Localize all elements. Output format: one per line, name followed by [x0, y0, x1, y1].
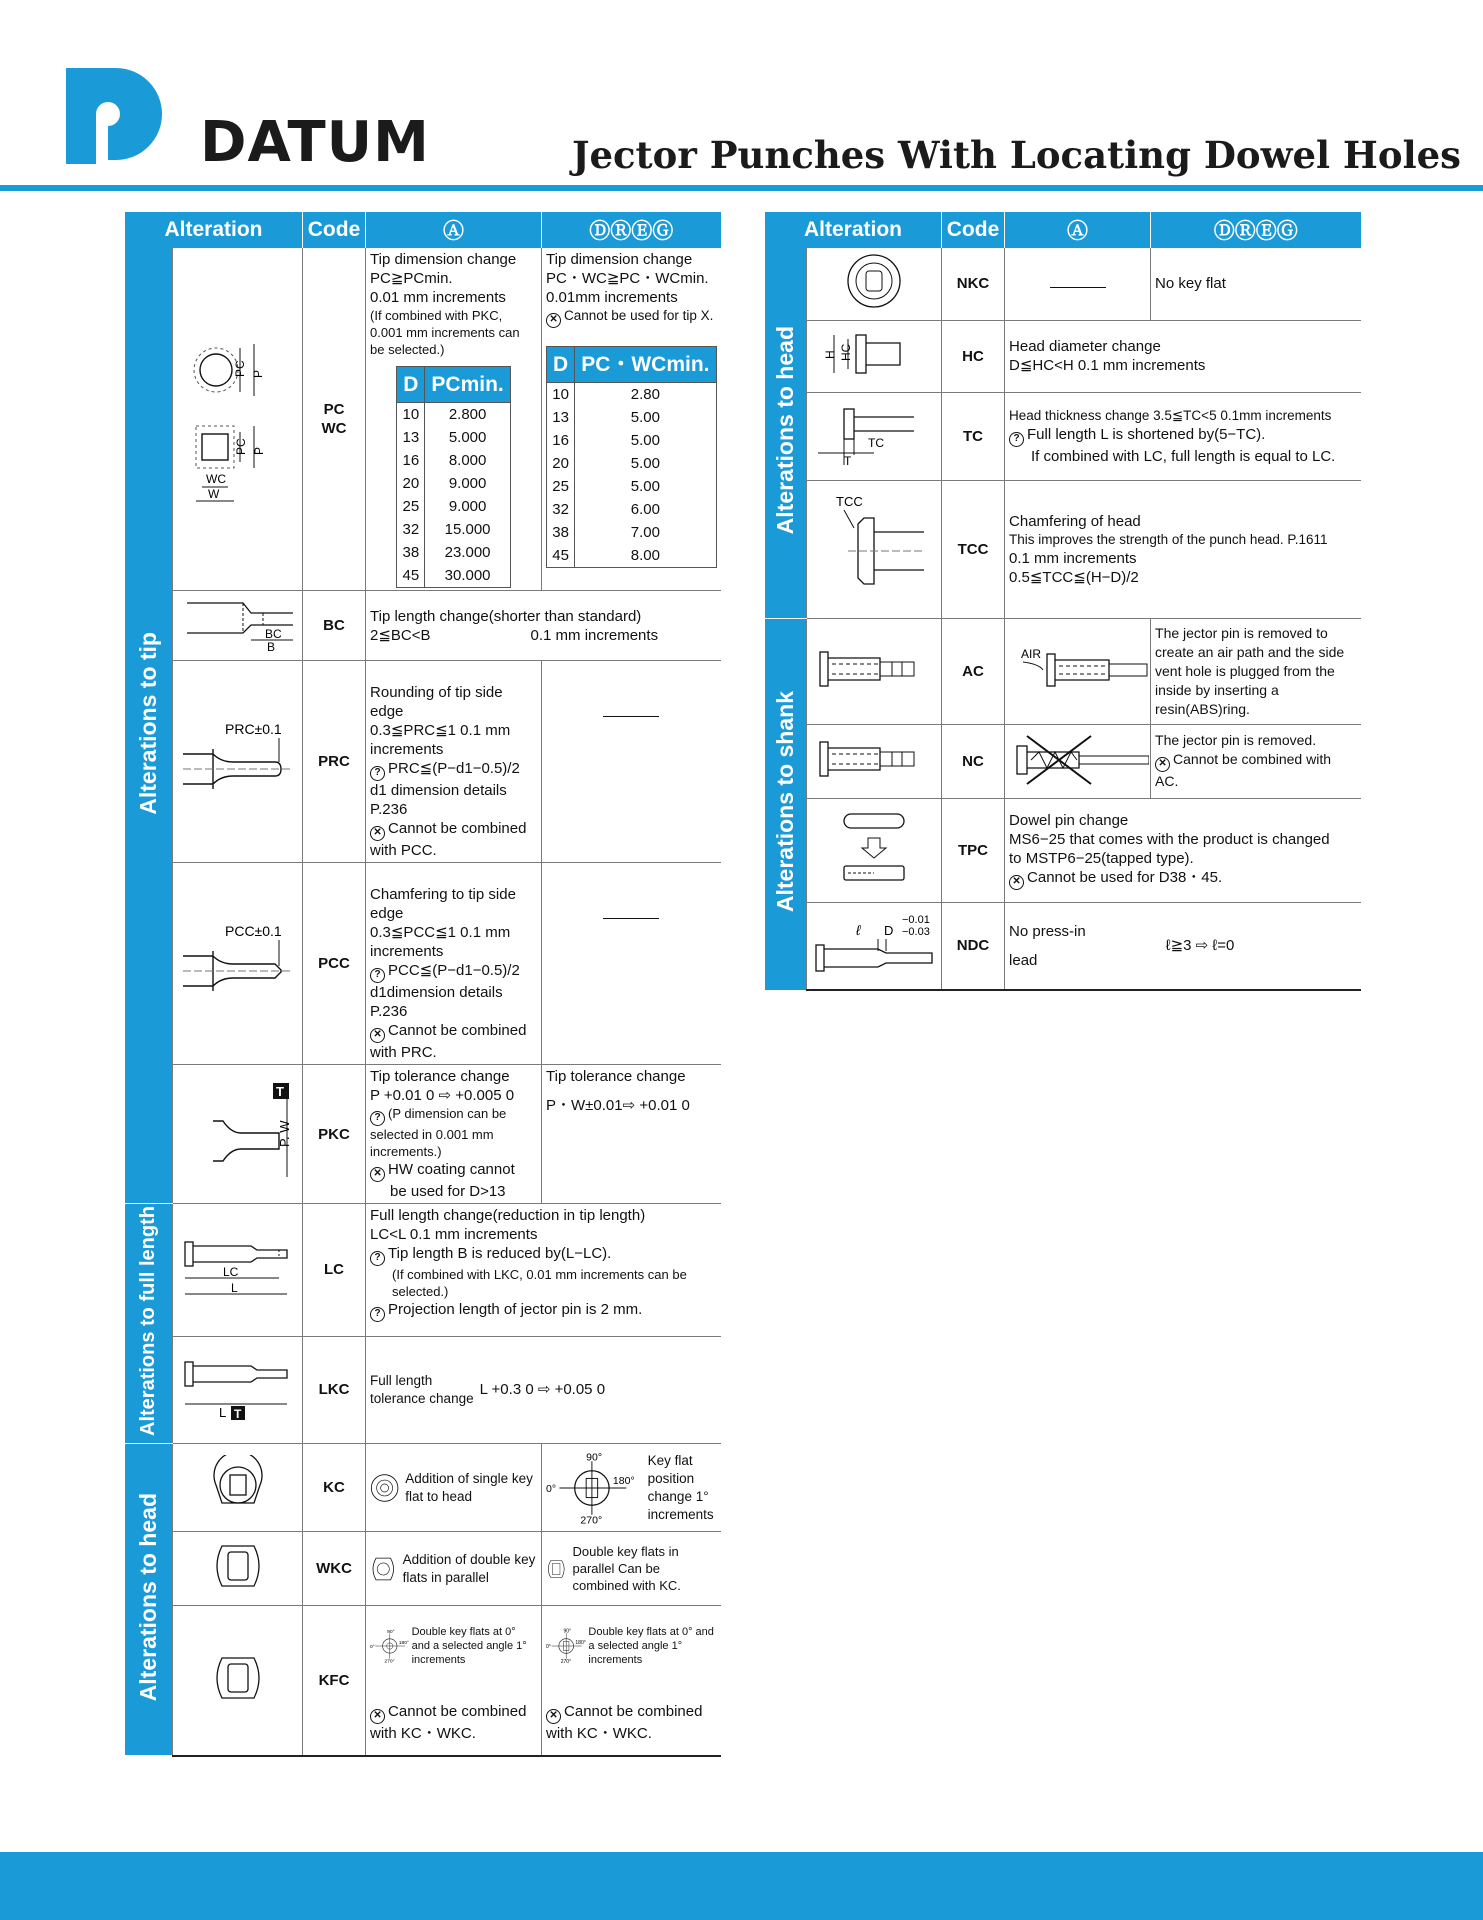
pcwc-dreg-spec: Tip dimension change PC・WC≧PC・WCmin. 0.01mm increments ✕ Cannot be used for tip X. D PC・WCmin. 10 2.80 13 5.00 16 5.00 20 5.00 25 5.00 32 6.00 38 7.00 45 8.00	[542, 248, 721, 591]
lkc-figure	[173, 1336, 303, 1443]
svg-text:0°: 0°	[546, 1643, 551, 1650]
code-lc: LC	[303, 1204, 366, 1337]
pcc-figure	[173, 863, 303, 1065]
svg-text:270°: 270°	[560, 1658, 572, 1665]
dimension-row: 45 8.00	[547, 544, 717, 568]
code-ndc: NDC	[942, 902, 1005, 990]
dimension-row: 16 8.000	[397, 449, 511, 472]
svg-text:WC: WC	[205, 471, 226, 486]
pcc-dreg-spec	[542, 863, 721, 1065]
svg-text:HC: HC	[839, 343, 853, 361]
group-tip: Alterations to tip	[125, 248, 173, 1204]
svg-text:B: B	[266, 640, 275, 653]
double-key-flat-icon	[370, 1547, 397, 1591]
ndc-spec: No press-in lead ℓ≧3 ⇨ ℓ=0	[1005, 902, 1361, 990]
code-nc: NC	[942, 724, 1005, 798]
svg-text:PRC±0.1: PRC±0.1	[224, 721, 282, 737]
ac-a-figure	[1005, 618, 1151, 724]
group-head-right: Alterations to head	[765, 248, 807, 618]
code-tcc: TCC	[942, 480, 1005, 618]
prohibited-icon: ✕	[370, 1709, 385, 1724]
dimension-row: 38 7.00	[547, 521, 717, 544]
not-applicable-dash	[546, 905, 717, 924]
pcc-a-spec: Chamfering to tip side edge 0.3≦PCC≦1 0.1 mm increments ? PCC≦(P−d1−0.5)/2 d1dimension details P.236 ✕ Cannot be combined with PRC.	[366, 863, 542, 1065]
col-header-dreg: ⒹⓇⒺⒼ	[542, 212, 721, 248]
page-title: Jector Punches With Locating Dowel Holes	[571, 133, 1461, 177]
tcc-figure	[807, 480, 942, 618]
svg-text:H: H	[823, 349, 837, 359]
footer-bar	[0, 1852, 1483, 1920]
hc-figure	[807, 320, 942, 392]
dimension-row: 10 2.800	[397, 403, 511, 427]
svg-text:P: P	[250, 369, 265, 378]
kc-figure	[173, 1444, 303, 1532]
pkc-a-spec: Tip tolerance change P +0.01 0 ⇨ +0.005 0 ? (P dimension can be selected in 0.001 mm increments.) ✕ HW coating cannot be used for D>13	[366, 1065, 542, 1204]
tcc-spec: Chamfering of head This improves the strength of the punch head. P.1611 0.1 mm increments 0.5≦TCC≦(H−D)/2	[1005, 480, 1361, 618]
svg-text:−0.03: −0.03	[902, 926, 930, 939]
nkc-figure	[807, 248, 942, 320]
dimension-row: 25 5.00	[547, 475, 717, 498]
prohibited-icon: ✕	[546, 1709, 561, 1724]
svg-text:0°: 0°	[546, 1482, 557, 1495]
svg-text:T: T	[233, 1407, 241, 1422]
nc-a-figure	[1005, 724, 1151, 798]
bc-spec: Tip length change(shorter than standard) 2≦BC<B 0.1 mm increments	[366, 591, 721, 661]
angle-diagram-icon	[546, 1608, 586, 1684]
left-alteration-table	[124, 212, 721, 1757]
code-pcc: PCC	[303, 863, 366, 1065]
dimension-row: 32 15.000	[397, 518, 511, 541]
dimension-row: 25 9.000	[397, 495, 511, 518]
header-rule	[0, 185, 1483, 191]
hint-icon: ?	[370, 1111, 385, 1126]
svg-text:270°: 270°	[580, 1513, 603, 1526]
col-header-alteration: Alteration	[765, 212, 942, 248]
tc-spec: Head thickness change 3.5≦TC<5 0.1mm increments ? Full length L is shortened by(5−TC). If combined with LC, full length is equal to LC.	[1005, 392, 1361, 480]
prohibited-icon: ✕	[370, 1028, 385, 1043]
hint-icon: ?	[370, 968, 385, 983]
dimension-row: 38 23.000	[397, 541, 511, 564]
hint-icon: ?	[370, 1251, 385, 1266]
col-header-a: Ⓐ	[366, 212, 542, 248]
pcwc-figure	[173, 248, 303, 591]
svg-text:270°: 270°	[384, 1659, 395, 1665]
pcwcmin-table: D PC・WCmin. 10 2.80 13 5.00 16 5.00 20 5.00 25 5.00 32 6.00 38 7.00 45 8.00	[546, 346, 717, 568]
kc-dreg-spec: 90° 0° 180° 270° Key flat position change 1° increments	[542, 1444, 721, 1532]
not-applicable-dash	[546, 703, 717, 722]
tc-figure	[807, 392, 942, 480]
svg-text:ℓ: ℓ	[856, 922, 861, 939]
svg-text:−0.01: −0.01	[902, 914, 930, 927]
group-full-length: Alterations to full length	[125, 1204, 173, 1444]
svg-text:W: W	[207, 486, 219, 501]
code-lkc: LKC	[303, 1336, 366, 1443]
svg-text:P. W: P. W	[276, 1120, 292, 1147]
svg-text:L: L	[218, 1405, 226, 1421]
col-header-alteration: Alteration	[125, 212, 303, 248]
angle-diagram-icon	[546, 1450, 642, 1526]
svg-text:90°: 90°	[563, 1628, 572, 1635]
svg-text:LC: LC	[222, 1265, 238, 1280]
svg-text:PCC±0.1: PCC±0.1	[224, 923, 282, 939]
dimension-row: 16 5.00	[547, 429, 717, 452]
svg-text:180°: 180°	[612, 1474, 635, 1487]
code-pcwc: PC WC	[303, 248, 366, 591]
pkc-dreg-spec: Tip tolerance change P・W±0.01⇨ +0.01 0	[542, 1065, 721, 1204]
svg-text:90°: 90°	[586, 1450, 603, 1463]
bc-figure	[173, 591, 303, 661]
angle-diagram-icon	[370, 1608, 410, 1684]
pcwc-a-spec: Tip dimension change PC≧PCmin. 0.01 mm increments (If combined with PKC, 0.001 mm increments can be selected.) D PCmin. 10 2.800 13 5.000 16 8.000 20 9.000 25 9.000 32 15.000 38 23.000 45 30.000	[366, 248, 542, 591]
group-head-left: Alterations to head	[125, 1444, 173, 1756]
kc-a-spec: Addition of single key flat to head	[366, 1444, 542, 1532]
code-tpc: TPC	[942, 798, 1005, 902]
svg-text:0°: 0°	[370, 1644, 375, 1650]
dimension-row: 32 6.00	[547, 498, 717, 521]
hint-icon: ?	[370, 1307, 385, 1322]
svg-text:PC: PC	[232, 359, 247, 377]
pkc-figure	[173, 1065, 303, 1204]
wkc-a-spec: Addition of double key flats in parallel	[366, 1532, 542, 1606]
lc-spec: Full length change(reduction in tip length) LC<L 0.1 mm increments ? Tip length B is reduced by(L−LC). (If combined with LKC, 0.01 mm increments can be selected.) ? Projection length of jector pin is 2 mm.	[366, 1204, 721, 1337]
datum-logo-icon	[66, 68, 162, 164]
code-nkc: NKC	[942, 248, 1005, 320]
dimension-row: 13 5.000	[397, 426, 511, 449]
brand-name: DATUM	[200, 110, 430, 175]
prc-a-spec: Rounding of tip side edge 0.3≦PRC≦1 0.1 mm increments ? PRC≦(P−d1−0.5)/2 d1 dimension details P.236 ✕ Cannot be combined with PCC.	[366, 661, 542, 863]
dimension-row: 13 5.00	[547, 406, 717, 429]
code-hc: HC	[942, 320, 1005, 392]
ndc-figure	[807, 902, 942, 990]
lc-figure	[173, 1204, 303, 1337]
svg-text:T: T	[844, 453, 852, 468]
group-shank: Alterations to shank	[765, 618, 807, 990]
svg-text:AIR: AIR	[1021, 646, 1042, 661]
double-key-flat-icon	[546, 1547, 566, 1591]
prohibited-icon: ✕	[1009, 875, 1024, 890]
dimension-row: 20 9.000	[397, 472, 511, 495]
prohibited-icon: ✕	[546, 313, 561, 328]
nkc-dreg-spec: No key flat	[1151, 248, 1361, 320]
wkc-figure	[173, 1532, 303, 1606]
svg-text:L: L	[230, 1281, 238, 1296]
svg-text:P: P	[251, 446, 266, 455]
tpc-figure	[807, 798, 942, 902]
pcmin-table: D PCmin. 10 2.800 13 5.000 16 8.000 20 9.000 25 9.000 32 15.000 38 23.000 45 30.000	[396, 366, 511, 588]
col-header-dreg: ⒹⓇⒺⒼ	[1151, 212, 1361, 248]
prohibited-icon: ✕	[1155, 757, 1170, 772]
dimension-row: 20 5.00	[547, 452, 717, 475]
wkc-dreg-spec: Double key flats in parallel Can be combined with KC.	[542, 1532, 721, 1606]
prohibited-icon: ✕	[370, 1167, 385, 1182]
code-kc: KC	[303, 1444, 366, 1532]
col-header-code: Code	[303, 212, 366, 248]
code-pkc: PKC	[303, 1065, 366, 1204]
col-header-code: Code	[942, 212, 1005, 248]
hint-icon: ?	[370, 766, 385, 781]
hc-spec: Head diameter change D≦HC<H 0.1 mm increments	[1005, 320, 1361, 392]
code-prc: PRC	[303, 661, 366, 863]
ac-spec: The jector pin is removed to create an air path and the side vent hole is plugged from the inside by inserting a resin(ABS)ring.	[1151, 618, 1361, 724]
prohibited-icon: ✕	[370, 826, 385, 841]
svg-text:180°: 180°	[398, 1641, 410, 1647]
code-kfc: KFC	[303, 1606, 366, 1756]
prc-dreg-spec	[542, 661, 721, 863]
ac-figure	[807, 618, 942, 724]
code-bc: BC	[303, 591, 366, 661]
svg-text:90°: 90°	[387, 1629, 395, 1635]
dimension-row: 10 2.80	[547, 383, 717, 407]
nc-figure	[807, 724, 942, 798]
code-tc: TC	[942, 392, 1005, 480]
dimension-row: 45 30.000	[397, 564, 511, 588]
svg-text:PC: PC	[233, 437, 248, 455]
single-key-flat-icon	[370, 1466, 399, 1510]
code-wkc: WKC	[303, 1532, 366, 1606]
not-applicable-dash	[1009, 274, 1146, 293]
col-header-a: Ⓐ	[1005, 212, 1151, 248]
prc-figure	[173, 661, 303, 863]
right-alteration-table	[764, 212, 1361, 991]
nc-spec: The jector pin is removed. ✕ Cannot be combined with AC.	[1151, 724, 1361, 798]
svg-text:T: T	[275, 1083, 284, 1099]
svg-text:TC: TC	[868, 435, 884, 450]
code-ac: AC	[942, 618, 1005, 724]
kfc-figure	[173, 1606, 303, 1756]
svg-text:BC: BC	[264, 627, 282, 641]
kfc-dreg-spec: 90° 0° 180° 270° Double key flats at 0° and a selected angle 1° increments ✕ Cannot be combined with KC・WKC.	[542, 1606, 721, 1756]
lkc-spec: Full length tolerance change L +0.3 0 ⇨ +0.05 0	[366, 1336, 721, 1443]
svg-text:180°: 180°	[575, 1640, 586, 1647]
kfc-a-spec: 90° 0° 180° 270° Double key flats at 0° and a selected angle 1° increments ✕ Cannot be combined with KC・WKC.	[366, 1606, 542, 1756]
tpc-spec: Dowel pin change MS6−25 that comes with the product is changed to MSTP6−25(tapped type). ✕ Cannot be used for D38・45.	[1005, 798, 1361, 902]
hint-icon: ?	[1009, 432, 1024, 447]
svg-text:TCC: TCC	[836, 493, 863, 509]
nkc-a-spec	[1005, 248, 1151, 320]
svg-text:D: D	[884, 923, 894, 939]
